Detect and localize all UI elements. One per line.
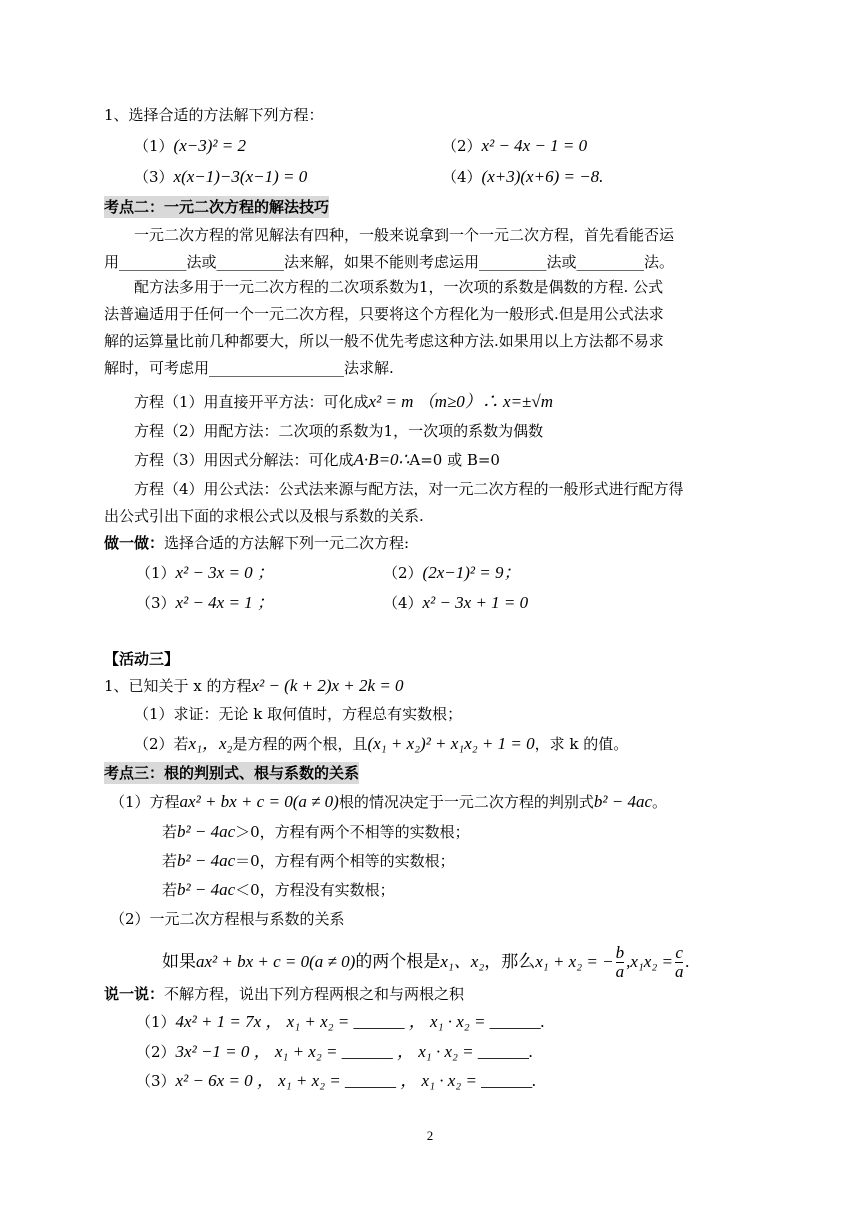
page-number: 2 — [426, 1128, 434, 1143]
fraction-c-over-a: $\frac{c}{a}$ — [674, 943, 684, 981]
activity-sub-1: （1）求证：无论 k 取何值时，方程总有实数根； — [134, 705, 463, 723]
say-it-heading: 说一说：不解方程，说出下列方程两根之和与两根之积 — [104, 985, 465, 1003]
paragraph-line: 解的运算量比前几种都要大，所以一般不优先考虑这种方法.如果用以上方法都不易求 — [104, 332, 664, 350]
section-heading-2: 考点二：一元二次方程的解法技巧 — [104, 198, 330, 216]
paragraph-line: 配方法多用于一元二次方程的二次项系数为1，一次项的系数是偶数的方程. 公式 — [134, 278, 664, 296]
say-eq-2: （2）3x² −1 = 0 ， x₁ + x₂ = ______ ， x₁ · x₂ = ______. — [136, 1042, 534, 1061]
fraction-b-over-a: $\frac{b}{a}$ — [615, 943, 625, 981]
discriminant-case: 若b² − 4ac＜0，方程没有实数根； — [162, 880, 395, 899]
try-eq-4: （4）x² − 3x + 1 = 0 — [383, 593, 529, 612]
try-it-heading: 做一做：选择合适的方法解下列一元二次方程: — [104, 534, 410, 552]
method-4-cont: 出公式引出下面的求根公式以及根与系数的关系. — [104, 507, 424, 525]
discriminant-case: 若b² − 4ac＞0，方程有两个不相等的实数根； — [162, 822, 470, 841]
paragraph-line: 一元二次方程的常见解法有四种，一般来说拿到一个一元二次方程，首先看能否运 — [134, 226, 675, 244]
vieta-formula: 如果ax² + bx + c = 0(a ≠ 0)的两个根是x₁、x₂，那么x₁ + x₂ = − $\frac{b}{a}$ ,x₁x₂ = $\frac{c}{a}$ . — [162, 943, 690, 981]
eq-1-3: （3）x(x−1)−3(x−1) = 0 — [134, 167, 308, 186]
discriminant-rule: （1）方程ax² + bx + c = 0(a ≠ 0)根的情况决定于一元二次方程的判别式b² − 4ac。 — [110, 792, 668, 811]
say-eq-1: （1）4x² + 1 = 7x ， x₁ + x₂ = ______ ， x₁ · x₂ = ______. — [136, 1012, 545, 1031]
method-4: 方程（4）用公式法：公式法来源与配方法，对一元二次方程的一般形式进行配方得 — [134, 480, 684, 498]
paragraph-line: 法普遍适用于任何一个一元二次方程，只要将这个方程化为一般形式.但是用公式法求 — [104, 305, 664, 323]
activity-sub-2: （2）若x₁，x₂是方程的两个根，且(x₁ + x₂)² + x₁x₂ + 1 = 0，求 k 的值。 — [134, 734, 629, 753]
question-1: 1、选择合适的方法解下列方程： — [104, 106, 324, 124]
activity-question: 1、已知关于 x 的方程x² − (k + 2)x + 2k = 0 — [104, 676, 404, 695]
vieta-heading: （2）一元二次方程根与系数的关系 — [110, 910, 345, 928]
method-3: 方程（3）用因式分解法：可化成A·B=0∴A=0 或 B=0 — [134, 450, 500, 469]
eq-1-1: （1）(x−3)² = 2 — [134, 136, 246, 155]
say-eq-3: （3）x² − 6x = 0 ， x₁ + x₂ = ______ ， x₁ · x₂ = ______. — [136, 1071, 537, 1090]
activity-3-heading: 【活动三】 — [104, 650, 180, 668]
eq-1-4: （4）(x+3)(x+6) = −8. — [442, 167, 604, 186]
try-eq-3: （3）x² − 4x = 1 ； — [136, 593, 274, 612]
eq-1-2: （2）x² − 4x − 1 = 0 — [442, 136, 588, 155]
try-eq-2: （2）(2x−1)² = 9； — [383, 563, 521, 582]
paragraph-line: 用_________法或_________法来解，如果不能则考虑运用_________法或_________法。 — [104, 253, 675, 271]
method-2: 方程（2）用配方法：二次项的系数为1，一次项的系数为偶数 — [134, 422, 544, 440]
discriminant-case: 若b² − 4ac＝0，方程有两个相等的实数根； — [162, 851, 455, 870]
section-heading-3: 考点三：根的判别式、根与系数的关系 — [104, 764, 360, 782]
method-1: 方程（1）用直接开平方法：可化成x² = m （m≥0）∴ x=±√m — [134, 392, 553, 411]
try-eq-1: （1）x² − 3x = 0 ； — [136, 563, 274, 582]
paragraph-line: 解时，可考虑用__________________法求解. — [104, 359, 394, 377]
